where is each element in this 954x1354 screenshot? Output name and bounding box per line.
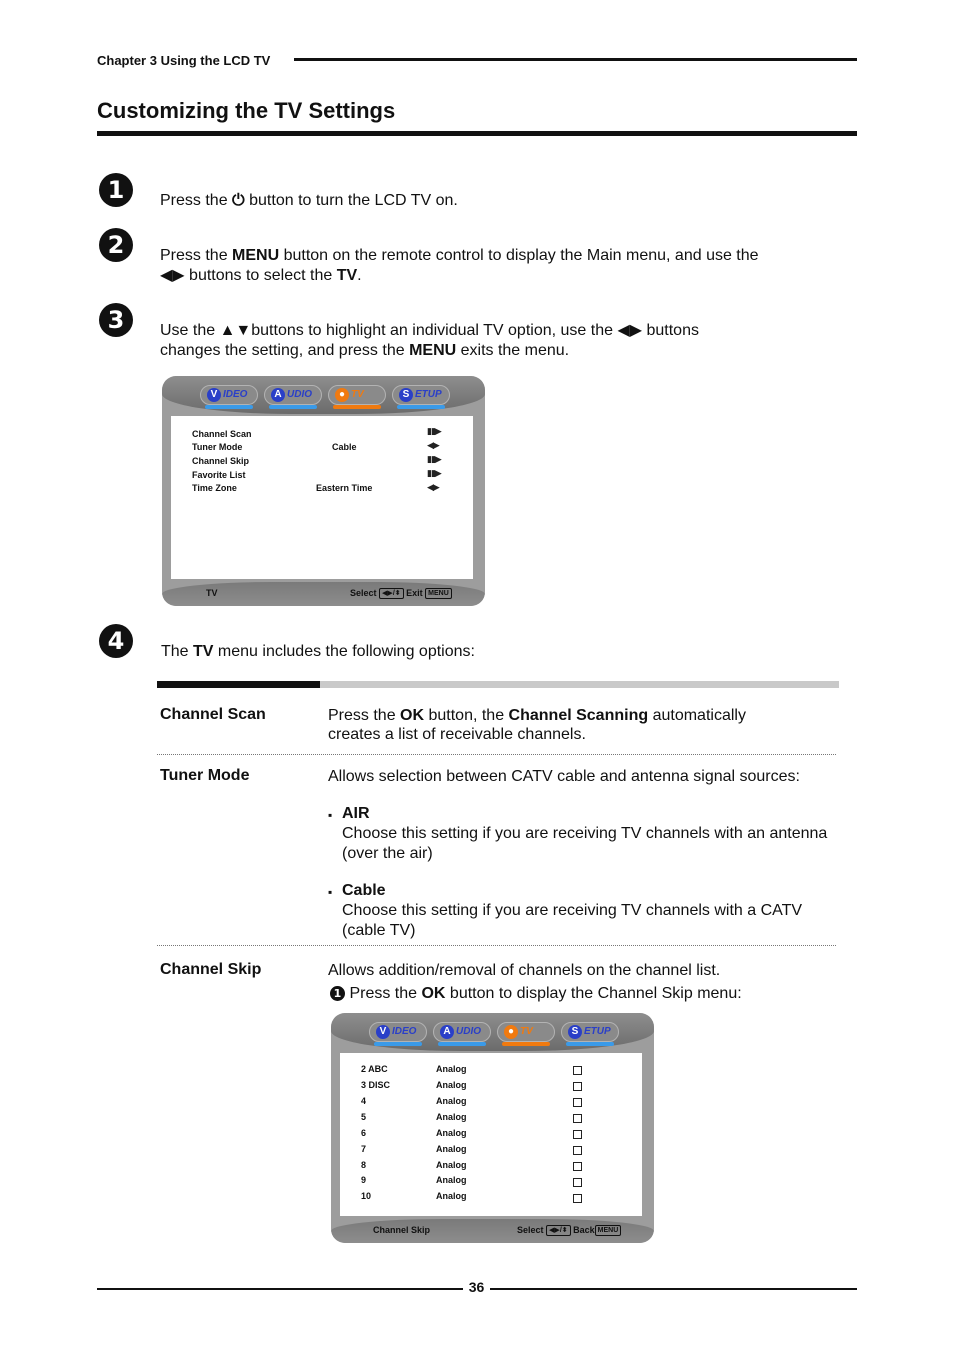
step-2-number: 2 — [99, 228, 133, 262]
channel-row-label: 2 ABC — [361, 1064, 388, 1074]
skip-checkbox[interactable] — [573, 1178, 582, 1187]
channel-row-label: 8 — [361, 1160, 367, 1170]
channel-skip-step-1: 1 Press the OK button to display the Channel Skip menu: — [330, 984, 840, 1003]
osd-tab-tv: ● TV — [328, 385, 386, 405]
skip-checkbox[interactable] — [573, 1194, 582, 1203]
channel-row-label: 6 — [361, 1128, 367, 1138]
skip-checkbox[interactable] — [573, 1098, 582, 1107]
step-1-text: Press the ⏻ button to turn the LCD TV on. — [160, 192, 458, 209]
channel-row-type: Analog — [436, 1191, 467, 1201]
osd-body — [340, 1053, 642, 1216]
option-tuner-mode-name: Tuner Mode — [160, 767, 250, 784]
menu-item-channel-skip: Channel Skip — [192, 456, 250, 466]
menu-value-tuner-mode: Cable — [332, 442, 357, 452]
step-number-icon: 1 — [330, 986, 345, 1001]
channel-row-label: 5 — [361, 1112, 367, 1122]
chapter-rule — [294, 58, 857, 61]
skip-checkbox[interactable] — [573, 1162, 582, 1171]
skip-checkbox[interactable] — [573, 1066, 582, 1075]
osd-tab-audio: A UDIO — [264, 385, 322, 405]
channel-row-type: Analog — [436, 1112, 467, 1122]
menu-item-time-zone: Time Zone — [192, 483, 237, 493]
sub-option-air-title: AIR — [342, 805, 370, 822]
enter-arrow-icon: ▮▮▶ — [427, 426, 441, 436]
osd-tab-audio: A UDIO — [433, 1022, 491, 1042]
osd-footer-title: TV — [206, 588, 218, 598]
channel-row-label: 10 — [361, 1191, 372, 1201]
menu-item-channel-scan: Channel Scan — [192, 429, 252, 439]
channel-row-type: Analog — [436, 1096, 467, 1106]
sub-option-cable-text: Choose this setting if you are receiving TV channels with a CATV (cable TV) — [342, 902, 803, 939]
channel-row-type: Analog — [436, 1160, 467, 1170]
power-icon: ⏻ — [232, 192, 245, 209]
chapter-label: Chapter 3 Using the LCD TV — [97, 53, 271, 68]
osd-tab-video: V IDEO — [369, 1022, 427, 1042]
channel-row-label: 3 DISC — [361, 1080, 391, 1090]
enter-arrow-icon: ▮▮▶ — [427, 468, 441, 478]
osd-body — [171, 416, 473, 579]
footer-rule-left — [97, 1288, 463, 1290]
row-divider — [157, 945, 836, 946]
skip-checkbox[interactable] — [573, 1146, 582, 1155]
osd-tab-tv: ● TV — [497, 1022, 555, 1042]
step-2-text: Press the MENU button on the remote control to display the Main menu, and use the ◀▶ buttons to select the TV. — [160, 247, 759, 284]
step-4-number: 4 — [99, 624, 133, 658]
step-1-number: 1 — [99, 173, 133, 207]
skip-checkbox[interactable] — [573, 1082, 582, 1091]
bullet-icon: ▪ — [328, 885, 333, 899]
bullet-icon: ▪ — [328, 808, 333, 822]
left-right-arrow-icon: ◀▶ — [427, 482, 439, 492]
channel-row-type: Analog — [436, 1128, 467, 1138]
channel-skip-screenshot — [331, 1013, 654, 1243]
option-tuner-mode-desc: Allows selection between CATV cable and antenna signal sources: — [328, 768, 800, 785]
step-3-text: Use the ▲▼buttons to highlight an individual TV option, use the ◀▶ buttons changes the setting, and press the MENU exits the menu. — [160, 322, 699, 359]
title-rule — [97, 131, 857, 136]
channel-row-type: Analog — [436, 1175, 467, 1185]
skip-checkbox[interactable] — [573, 1114, 582, 1123]
row-divider — [157, 754, 836, 755]
sub-option-cable-title: Cable — [342, 882, 386, 899]
menu-item-tuner-mode: Tuner Mode — [192, 442, 243, 452]
option-channel-skip-desc: Allows addition/removal of channels on the channel list. — [328, 962, 721, 979]
footer-rule-right — [490, 1288, 857, 1290]
step-3-number: 3 — [99, 303, 133, 337]
page-number: 36 — [468, 1279, 485, 1295]
menu-value-time-zone: Eastern Time — [316, 483, 373, 493]
osd-tab-setup: S ETUP — [392, 385, 450, 405]
step-4-text: The TV menu includes the following options: — [161, 643, 475, 660]
osd-footer-title: Channel Skip — [373, 1225, 431, 1235]
option-channel-skip-name: Channel Skip — [160, 961, 262, 978]
sub-option-air-text: Choose this setting if you are receiving TV channels with an antenna (over the air) — [342, 825, 828, 862]
menu-item-favorite-list: Favorite List — [192, 470, 246, 480]
channel-row-label: 9 — [361, 1175, 367, 1185]
left-right-arrow-icon: ◀▶ — [427, 440, 439, 450]
skip-checkbox[interactable] — [573, 1130, 582, 1139]
osd-tab-video: V IDEO — [200, 385, 258, 405]
channel-row-type: Analog — [436, 1080, 467, 1090]
option-channel-scan-desc: Press the OK button, the Channel Scanning automatically creates a list of receivable channels. — [328, 707, 746, 743]
table-header-dark — [157, 681, 320, 688]
channel-row-label: 7 — [361, 1144, 367, 1154]
page-title: Customizing the TV Settings — [97, 98, 396, 123]
osd-footer — [331, 1219, 654, 1243]
channel-row-type: Analog — [436, 1144, 467, 1154]
osd-footer — [162, 582, 485, 606]
osd-footer-hints: Select ◀▶/⬍ Exit MENU — [350, 588, 452, 599]
channel-row-label: 4 — [361, 1096, 367, 1106]
osd-tab-setup: S ETUP — [561, 1022, 619, 1042]
option-channel-scan-name: Channel Scan — [160, 706, 266, 723]
table-header-light — [320, 681, 839, 688]
tv-menu-screenshot — [162, 376, 485, 606]
enter-arrow-icon: ▮▮▶ — [427, 454, 441, 464]
osd-footer-hints: Select ◀▶/⬍ Back MENU — [517, 1225, 621, 1236]
channel-row-type: Analog — [436, 1064, 467, 1074]
